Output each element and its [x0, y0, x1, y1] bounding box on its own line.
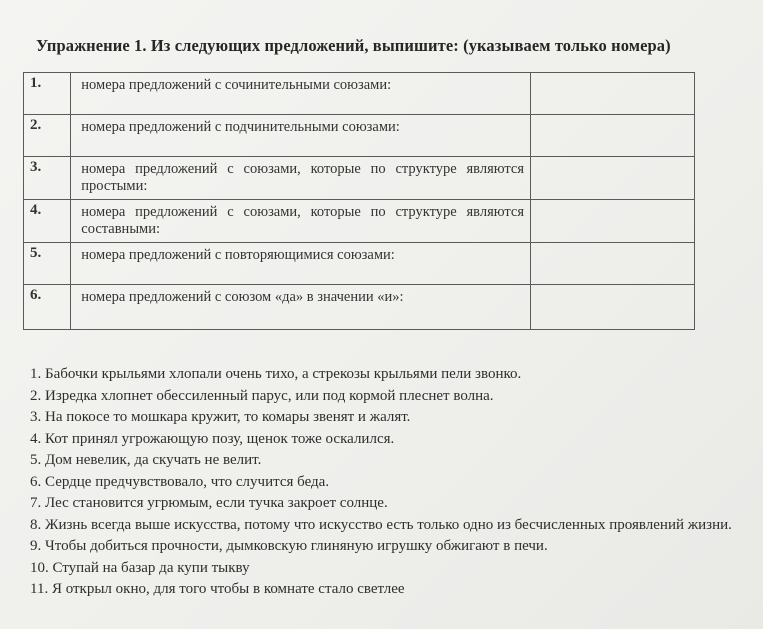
table-row [24, 243, 695, 285]
row-number: 1. [24, 73, 71, 115]
row-number: 4. [24, 200, 71, 243]
answer-cell[interactable] [531, 200, 695, 243]
row-description: номера предложений с союзом «да» в значении «и»: [71, 285, 531, 330]
list-item: 2. Изредка хлопнет обессиленный парус, или под кормой плеснет волна. [30, 387, 494, 404]
table-row [24, 73, 695, 115]
list-item: 9. Чтобы добиться прочности, дымковскую глиняную игрушку обжигают в печи. [30, 538, 548, 554]
list-item: 8. Жизнь всегда выше искусства, потому что искусство есть только одно из бесчисленных проявлений жизни. [30, 516, 732, 533]
table-row [24, 285, 695, 330]
answer-cell[interactable] [531, 243, 695, 285]
table-row [24, 115, 695, 157]
list-item: 1. Бабочки крыльями хлопали очень тихо, а стрекозы крыльями пели звонко. [30, 366, 522, 382]
task-table [23, 72, 695, 330]
list-item: 3. На покосе то мошкара кружит, то комары звенят и жалят. [30, 409, 411, 425]
answer-cell[interactable] [531, 157, 695, 200]
answer-cell[interactable] [531, 285, 695, 330]
list-item: 4. Кот принял угрожающую позу, щенок тоже оскалился. [30, 430, 395, 447]
sentence-list [30, 364, 742, 601]
row-description: номера предложений с сочинительными союзами: [71, 73, 531, 115]
row-number: 2. [24, 115, 71, 157]
table-row [24, 200, 695, 243]
table-row [24, 157, 695, 200]
row-description: номера предложений с повторяющимися союзами: [71, 243, 531, 285]
list-item: 11. Я открыл окно, для того чтобы в комнате стало светлее [30, 581, 405, 597]
answer-cell[interactable] [531, 73, 695, 115]
list-item: 6. Сердце предчувствовало, что случится беда. [30, 473, 330, 490]
row-description: номера предложений с союзами, которые по структуре являются простыми: [71, 157, 531, 200]
row-description: номера предложений с союзами, которые по структуре являются составными: [71, 200, 531, 243]
answer-cell[interactable] [531, 115, 695, 157]
list-item: 7. Лес становится угрюмым, если тучка закроет солнце. [30, 495, 388, 511]
list-item: 10. Ступай на базар да купи тыкву [30, 559, 250, 576]
row-number: 3. [24, 157, 71, 200]
row-number: 5. [24, 243, 71, 285]
row-number: 6. [24, 285, 71, 330]
row-description: номера предложений с подчинительными союзами: [71, 115, 531, 157]
exercise-title: Упражнение 1. Из следующих предложений, выпишите: (указываем только номера) [36, 36, 671, 55]
list-item: 5. Дом невелик, да скучать не велит. [30, 452, 262, 468]
